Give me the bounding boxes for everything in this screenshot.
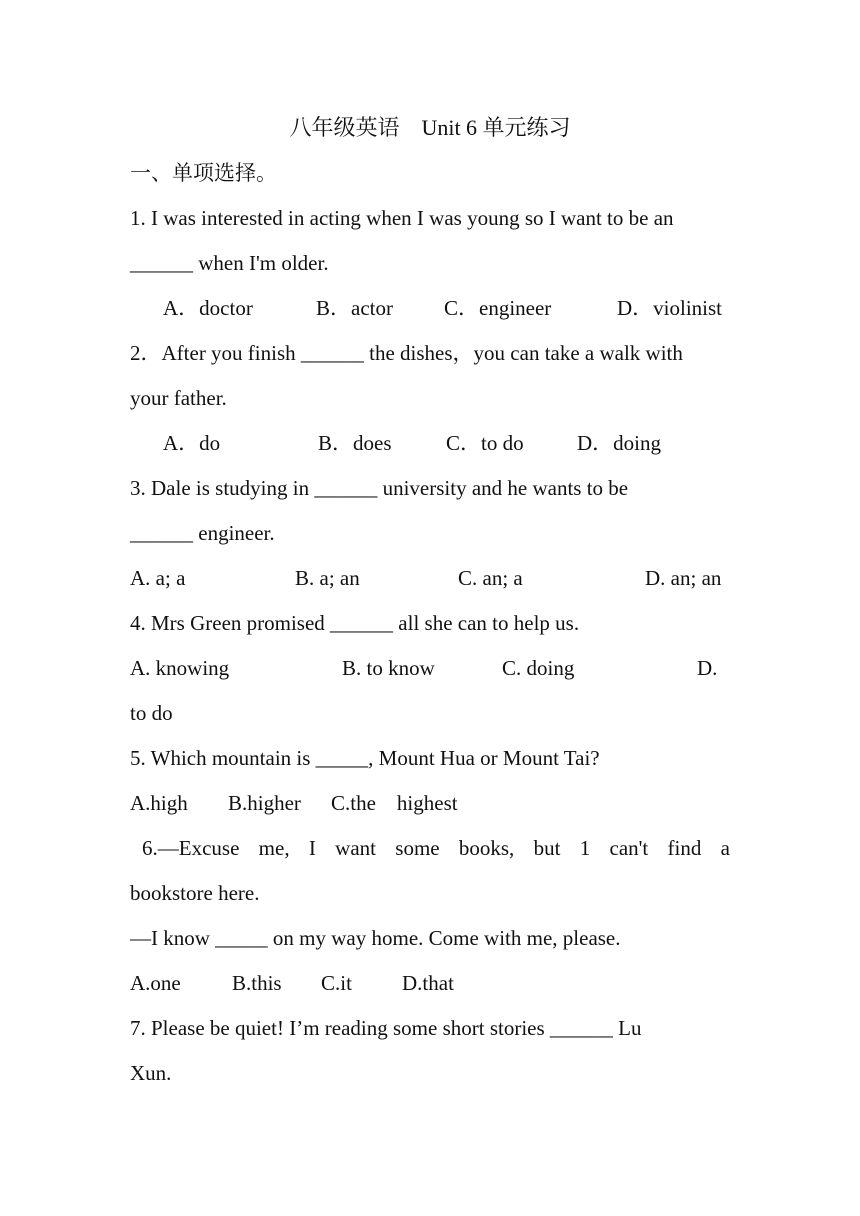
question-2-option-c: C．to do (446, 431, 524, 455)
question-1-stem-line-1: 1. I was interested in acting when I was young so I want to be an (130, 206, 674, 230)
question-6-stem-line-2: bookstore here. (130, 881, 260, 905)
question-5-option-c: C.the highest (331, 791, 458, 815)
question-7-stem-line-2: Xun. (130, 1061, 172, 1085)
question-7-stem-line-1: 7. Please be quiet! I’m reading some short stories ______ Lu (130, 1016, 642, 1040)
question-3-option-a: A. a; a (130, 566, 186, 590)
question-3-stem-line-1: 3. Dale is studying in ______ university and he wants to be (130, 476, 629, 500)
question-3-stem-line-2: ______ engineer. (130, 521, 275, 545)
question-5-option-a: A.high (130, 791, 188, 815)
question-5-option-b: B.higher (228, 791, 301, 815)
question-6-option-b: B.this (232, 971, 282, 995)
question-4-option-d-text: to do (130, 701, 173, 725)
question-1-option-d: D．violinist (617, 296, 723, 320)
question-3-option-b: B. a; an (295, 566, 360, 590)
question-3-option-d: D. an; an (645, 566, 722, 590)
page-title: 八年级英语 Unit 6 单元练习 (289, 115, 571, 140)
question-1-option-b: B．actor (316, 296, 393, 320)
question-4-option-d-label: D. (697, 656, 718, 680)
question-6-option-d: D.that (402, 971, 454, 995)
question-4-option-a: A. knowing (130, 656, 230, 680)
question-4-option-b: B. to know (342, 656, 435, 680)
question-1-option-c: C．engineer (444, 296, 552, 320)
question-1-stem-line-2: ______ when I'm older. (130, 251, 329, 275)
question-6-stem-line-3: —I know _____ on my way home. Come with me, please. (130, 926, 621, 950)
question-2-stem-line-2: your father. (130, 386, 227, 410)
question-6-stem-line-1: 6.—Excuse me, I want some books, but 1 can't find a (142, 836, 730, 860)
question-1-option-a: A．doctor (163, 296, 253, 320)
question-6-option-a: A.one (130, 971, 181, 995)
question-2-option-b: B．does (318, 431, 392, 455)
section-heading: 一、单项选择。 (130, 161, 277, 185)
question-2-stem-line-1: 2．After you finish ______ the dishes，you can take a walk with (130, 341, 683, 365)
question-4-stem-line-1: 4. Mrs Green promised ______ all she can to help us. (130, 611, 580, 635)
question-6-option-c: C.it (321, 971, 352, 995)
question-2-option-d: D．doing (577, 431, 661, 455)
question-2-option-a: A．do (163, 431, 221, 455)
question-5-stem-line-1: 5. Which mountain is _____, Mount Hua or Mount Tai? (130, 746, 600, 770)
question-3-option-c: C. an; a (458, 566, 523, 590)
question-4-option-c: C. doing (502, 656, 575, 680)
